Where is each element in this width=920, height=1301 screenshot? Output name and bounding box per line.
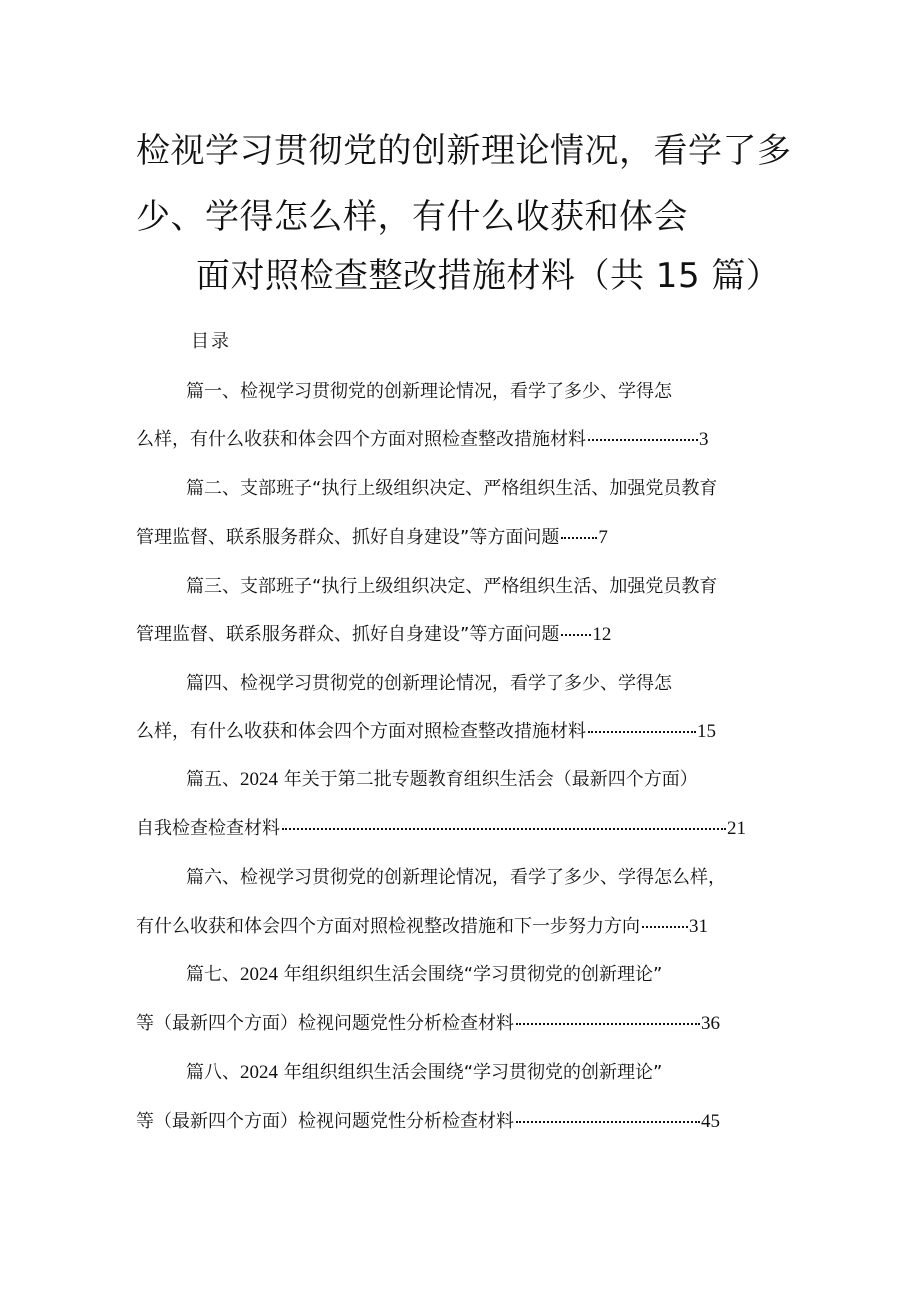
toc-entry-3-line-1: 篇三、支部班子“执行上级组织决定、严格组织生活、加强党员教育 — [186, 576, 718, 597]
toc-leader-dots — [588, 731, 696, 733]
toc-entry-3-text: 管理监督、联系服务群众、抓好自身建设”等方面问题 — [136, 624, 560, 645]
toc-entry-1-page: 3 — [699, 429, 709, 450]
toc-leader-dots — [642, 926, 688, 928]
toc-entry-8-rest: 年组织组织生活会围绕“学习贯彻党的创新理论” — [283, 1062, 663, 1083]
toc-entry-5-rest: 年关于第二批专题教育组织生活会（最新四个方面） — [283, 769, 698, 790]
toc-entry-6-line-1: 篇六、检视学习贯彻党的创新理论情况，看学了多少、学得怎么样， — [186, 867, 726, 888]
toc-entry-7-text: 等（最新四个方面）检视问题党性分析检查材料 — [136, 1013, 514, 1034]
toc-entry-5-line-2 — [136, 818, 746, 840]
toc-entry-1-line-2 — [136, 429, 709, 451]
toc-leader-dots — [516, 1023, 700, 1025]
toc-leader-dots — [561, 634, 591, 636]
toc-entry-5-page: 21 — [727, 818, 746, 839]
toc-leader-dots — [588, 439, 698, 441]
toc-entry-7-prefix: 篇七、 — [186, 964, 240, 985]
toc-entry-3-page: 12 — [592, 624, 612, 645]
toc-entry-2-text: 管理监督、联系服务群众、抓好自身建设”等方面问题 — [136, 527, 560, 548]
toc-leader-dots — [516, 1121, 700, 1123]
toc-entry-3-line-2 — [136, 624, 611, 646]
toc-entry-4-text: 么样，有什么收获和体会四个方面对照检查整改措施材料 — [136, 721, 586, 742]
toc-entry-2-line-1: 篇二、支部班子“执行上级组织决定、严格组织生活、加强党员教育 — [186, 478, 718, 499]
document-title-line-3: 面对照检查整改措施材料（共 15 篇） — [196, 256, 781, 296]
toc-entry-1-text: 么样，有什么收获和体会四个方面对照检查整改措施材料 — [136, 429, 586, 450]
toc-entry-7-year: 2024 — [240, 964, 278, 985]
toc-entry-2-page: 7 — [598, 527, 608, 548]
toc-entry-5-line-1 — [186, 769, 698, 791]
toc-entry-8-year: 2024 — [240, 1062, 278, 1083]
toc-entry-8-text: 等（最新四个方面）检视问题党性分析检查材料 — [136, 1111, 514, 1132]
toc-entry-4-line-2 — [136, 721, 716, 743]
toc-entry-5-year: 2024 — [240, 769, 278, 790]
toc-leader-dots — [282, 828, 726, 830]
toc-entry-8-prefix: 篇八、 — [186, 1062, 240, 1083]
toc-entry-4-line-1: 篇四、检视学习贯彻党的创新理论情况，看学了多少、学得怎 — [186, 673, 672, 694]
toc-leader-dots — [561, 537, 597, 539]
toc-entry-7-rest: 年组织组织生活会围绕“学习贯彻党的创新理论” — [283, 964, 663, 985]
toc-entry-8-line-1 — [186, 1062, 662, 1084]
toc-entry-8-page: 45 — [701, 1111, 720, 1132]
toc-entry-6-page: 31 — [689, 916, 708, 937]
toc-entry-2-line-2 — [136, 527, 608, 549]
toc-entry-7-line-1 — [186, 964, 662, 986]
toc-entry-1-line-1: 篇一、检视学习贯彻党的创新理论情况，看学了多少、学得怎 — [186, 381, 672, 402]
document-title-line-1: 检视学习贯彻党的创新理论情况，看学了多 — [136, 131, 792, 171]
toc-entry-6-text: 有什么收获和体会四个方面对照检视整改措施和下一步努力方向 — [136, 916, 640, 937]
toc-entry-7-page: 36 — [701, 1013, 720, 1034]
toc-entry-8-line-2 — [136, 1111, 720, 1133]
toc-entry-6-line-2 — [136, 916, 708, 938]
toc-entry-4-page: 15 — [697, 721, 716, 742]
document-title-line-2: 少、学得怎么样，有什么收获和体会 — [136, 197, 688, 237]
toc-entry-7-line-2 — [136, 1013, 720, 1035]
toc-entry-5-text: 自我检查检查材料 — [136, 818, 280, 839]
toc-entry-5-prefix: 篇五、 — [186, 769, 240, 790]
toc-heading: 目录 — [191, 331, 231, 352]
